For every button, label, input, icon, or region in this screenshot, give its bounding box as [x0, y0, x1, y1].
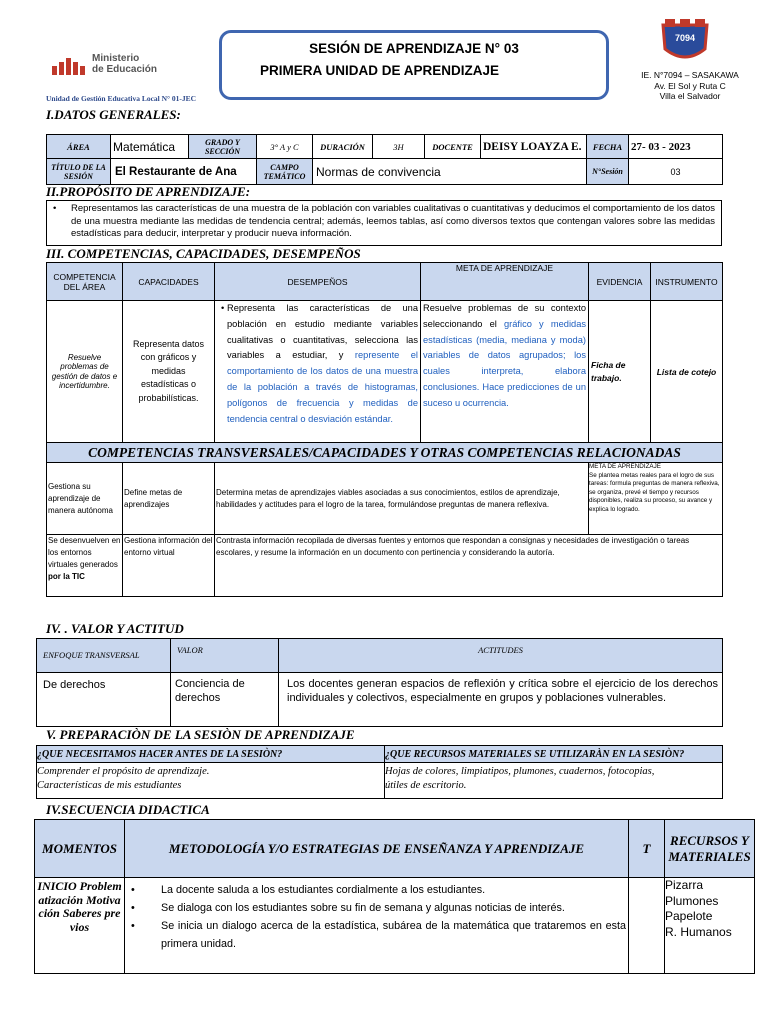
inicio-item-3: • Se inicia un dialogo acerca de la estadística, subárea de la matemática que trataremos en esta primera unidad.: [125, 917, 626, 953]
competencias-table: [46, 262, 723, 443]
evidencia-cell: Ficha de trabajo.: [589, 301, 651, 443]
recurso-1: Pizarra: [665, 878, 704, 892]
nsesion-value: 03: [629, 159, 723, 185]
docente-value: DEISY LOAYZA E.: [481, 135, 587, 159]
unit-title: PRIMERA UNIDAD DE APRENDIZAJE: [260, 63, 500, 78]
titulo-label: TÍTULO DE LA SESIÓN: [47, 159, 111, 185]
col-desempenos: DESEMPEÑOS: [215, 263, 421, 301]
trans-row1-desc: Determina metas de aprendizajes viables asociadas a sus conocimientos, estilos de aprendizaje, habilidades y actitudes para el logro de la tarea, formulándose preguntas de manera reflexiva.: [215, 463, 589, 535]
col-meta: META DE APRENDIZAJE: [421, 263, 589, 301]
inicio-item-2: • Se dialoga con los estudiantes sobre su fin de semana y algunas noticias de interés.: [125, 899, 626, 917]
school-badge: [659, 17, 711, 65]
nsesion-label: N°Sesión: [587, 159, 629, 185]
proposito-box: [46, 200, 722, 246]
valor-heading: IV. . VALOR Y ACTITUD: [46, 621, 184, 636]
trans-row1-comp: Gestiona su aprendizaje de manera autónoma: [47, 463, 123, 535]
meta-cell: [421, 301, 589, 443]
docente-label: DOCENTE: [425, 135, 481, 159]
datos-table: [46, 134, 723, 185]
trans-row2-comp-cell: [47, 535, 123, 597]
titulo-value: El Restaurante de Ana: [111, 159, 257, 185]
antes-item-1: Comprender el propósito de aprendizaje.: [37, 766, 210, 777]
ministry-logo: [50, 52, 160, 76]
title-box: [219, 30, 609, 100]
trans-row2-comp: Se desenvuelven en los entornos virtuales generados: [48, 536, 121, 569]
grado-value: 3° A y C: [257, 135, 313, 159]
school-name: IE. N°7094 – SASAKAWA: [641, 70, 739, 80]
badge-number: 7094: [674, 33, 696, 43]
campo-label: CAMPO TEMÁTICO: [257, 159, 313, 185]
area-value: Matemática: [111, 135, 189, 159]
datos-heading: I.DATOS GENERALES:: [46, 107, 181, 122]
recurso-4: R. Humanos: [665, 924, 732, 939]
duracion-value: 3H: [373, 135, 425, 159]
area-label: ÁREA: [47, 135, 111, 159]
ministry-line2: de Educación: [92, 64, 158, 75]
col-evidencia: EVIDENCIA: [589, 263, 651, 301]
desempeno-text: Representa las características de una población en estudio mediante variables cualitativas o cuantitativas, selecciona las variables a estudiar, y: [227, 303, 418, 361]
competencias-heading: III. COMPETENCIAS, CAPACIDADES, DESEMPEÑOS: [46, 246, 361, 261]
ministry-line1: Ministerio: [92, 53, 140, 64]
duracion-label: DURACIÓN: [313, 135, 373, 159]
ugel-text: Unidad de Gestión Educativa Local N° 01-JEC: [46, 94, 197, 103]
recursos-mat-cell: [665, 878, 755, 974]
desempenos-cell: [215, 301, 421, 443]
col-t: T: [629, 820, 665, 878]
valor-table: [36, 638, 723, 727]
grado-label: GRADO Y SECCIÓN: [189, 135, 257, 159]
school-district: Villa el Salvador: [659, 91, 721, 101]
enfoque-cell: De derechos: [37, 673, 171, 727]
trans-row2-comp-bold: por la TIC: [48, 572, 85, 581]
metodologia-cell: [125, 878, 629, 974]
trans-row1-cap: Define metas de aprendizajes: [123, 463, 215, 535]
col-recursos-mat: RECURSOS Y MATERIALES: [665, 820, 755, 878]
school-address: Av. El Sol y Ruta C: [654, 80, 726, 91]
ministry-emblem-icon: [50, 54, 90, 76]
col-recursos: ¿QUE RECURSOS MATERIALES SE UTILIZARÀN EN LA SESIÒN?: [385, 746, 723, 763]
competencia-cell: Resuelve problemas de gestión de datos e incertidumbre.: [47, 301, 123, 443]
col-momentos: MOMENTOS: [35, 820, 125, 878]
col-capacidades: CAPACIDADES: [123, 263, 215, 301]
fecha-value: 27- 03 - 2023: [629, 135, 723, 159]
secuencia-table: [34, 819, 755, 974]
transversales-heading: COMPETENCIAS TRANSVERSALES/CAPACIDADES Y OTRAS COMPETENCIAS RELACIONADAS: [47, 443, 723, 463]
meta-highlight: gráfico y medidas estadísticas (media, mediana y moda) variables de datos agrupados; los cuales interpreta, elabora conclusiones. Hace predicciones de un suceso u ocurrencia.: [423, 318, 587, 408]
preparacion-heading: V. PREPARACIÒN DE LA SESIÒN DE APRENDIZAJE: [46, 727, 355, 742]
school-info: [630, 70, 750, 102]
proposito-text: • Representamos las características de una muestra de la población con variables cualitativas o cuantitativas y deducimos el comportamiento de los datos de una muestra mediante las medidas de tendencia central; además, leemos tablas, así como diversos textos que contengan valores sobre las medidas estadísticas para deducir, interpretar y producir nueva información.: [47, 203, 715, 241]
desempeno-highlight: represente el comportamiento de los datos de una muestra de la población a través de histogramas, polígonos de frecuencia y medidas de tendencia central o desviación estándar.: [227, 350, 418, 424]
recursos-item-2: útiles de escritorio.: [385, 780, 467, 791]
proposito-heading: II.PROPÓSITO DE APRENDIZAJE:: [46, 184, 251, 199]
recurso-3: Papelote: [665, 909, 713, 923]
secuencia-heading: IV.SECUENCIA DIDACTICA: [46, 802, 210, 817]
momento-cell: INICIO Problematización Motivación Saberes previos: [35, 878, 125, 974]
col-competencia: COMPETENCIA DEL ÁREA: [47, 263, 123, 301]
col-antes: ¿QUE NECESITAMOS HACER ANTES DE LA SESIÒN?: [37, 746, 385, 763]
col-enfoque: ENFOQUE TRANSVERSAL: [37, 639, 171, 673]
t-cell: [629, 878, 665, 974]
trans-row2-cap: Gestiona información del entorno virtual: [123, 535, 215, 597]
actitud-cell: Los docentes generan espacios de reflexión y crítica sobre el ejercicio de los derechos individuales y colectivos, especialmente en grupos y poblaciones vulnerables.: [279, 673, 723, 727]
valor-cell: Conciencia de derechos: [171, 673, 279, 727]
preparacion-table: [36, 745, 723, 799]
recursos-item-1: Hojas de colores, limpiatipos, plumones, cuadernos, fotocopias,: [385, 766, 655, 777]
col-metodologia: METODOLOGÍA Y/O ESTRATEGIAS DE ENSEÑANZA Y APRENDIZAJE: [125, 820, 629, 878]
inicio-item-1: • La docente saluda a los estudiantes cordialmente a los estudiantes.: [125, 881, 626, 899]
instrumento-cell: Lista de cotejo: [651, 301, 723, 443]
antes-cell: [37, 763, 385, 799]
campo-value: Normas de convivencia: [313, 159, 587, 185]
col-valor: VALOR: [171, 639, 279, 673]
trans-meta-text: Se plantea metas reales para el logro de sus tareas: formula preguntas de manera reflexiva, se organiza, prevé el tiempo y recursos disponibles, realiza su proceso, su avance y explica lo logrado.: [589, 471, 720, 513]
fecha-label: FECHA: [587, 135, 629, 159]
trans-row2-desc: Contrasta información recopilada de diversas fuentes y entornos que respondan a consignas y necesidades de investigación o tareas escolares, y resume la información en un documento con pertinencia y considerando la autoría.: [215, 535, 723, 597]
trans-meta-title: META DE APRENDIZAJE: [589, 463, 661, 470]
session-title: SESIÓN DE APRENDIZAJE N° 03: [309, 41, 519, 56]
recursos-cell: [385, 763, 723, 799]
capacidades-cell: Representa datos con gráficos y medidas estadísticas o probabilísticas.: [123, 301, 215, 443]
antes-item-2: Características de mis estudiantes: [37, 780, 182, 791]
recurso-2: Plumones: [665, 893, 719, 908]
col-instrumento: INSTRUMENTO: [651, 263, 723, 301]
trans-row1-meta-cell: [589, 463, 723, 535]
col-actitudes: ACTITUDES: [279, 639, 723, 673]
transversales-table: [46, 442, 723, 597]
meta-text: Resuelve problemas de su contexto seleccionando el: [423, 303, 586, 329]
